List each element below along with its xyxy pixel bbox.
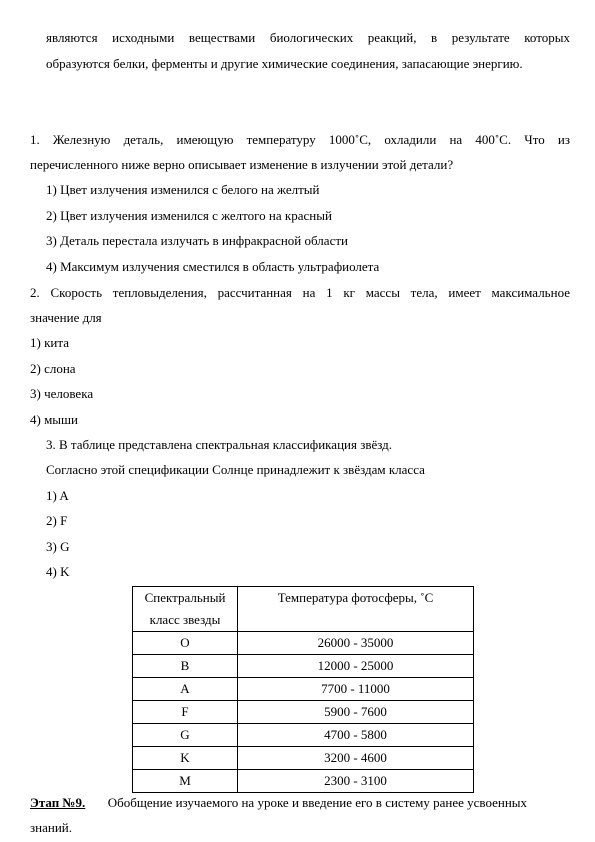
table-cell-temperature: 12000 - 25000 — [238, 655, 474, 678]
stage-heading — [30, 795, 527, 811]
table-row — [133, 678, 474, 701]
table-header-spectral-class — [133, 587, 238, 632]
intro-line-2: образуются белки, ферменты и другие химические соединения, запасающие энергию. — [46, 56, 523, 71]
question-3-text-line-2: Согласно этой спецификации Солнце принадлежит к звёздам класса — [46, 462, 425, 477]
table-cell-temperature: 2300 - 3100 — [238, 770, 474, 793]
question-3-option-4: 4) K — [46, 564, 70, 579]
table-row — [133, 724, 474, 747]
stage-label: Этап №9. — [30, 795, 86, 810]
table-header-temperature: Температура фотосферы, ˚С — [238, 587, 474, 632]
intro-line-1: являются исходными веществами биологических реакций, в результате которых — [46, 30, 570, 45]
spectral-class-table — [132, 586, 474, 793]
table-header-row — [133, 587, 474, 632]
stage-text-line-2: знаний. — [30, 820, 72, 835]
question-1-text-line-1: 1. Железную деталь, имеющую температуру 1000˚С, охладили на 400˚С. Что из — [30, 132, 570, 147]
question-2-option-1: 1) кита — [30, 335, 69, 350]
table-row — [133, 655, 474, 678]
question-2-option-2: 2) слона — [30, 361, 76, 376]
table-cell-class: O — [133, 632, 238, 655]
question-2-text-line-1: 2. Скорость тепловыделения, рассчитанная на 1 кг массы тела, имеет максимальное — [30, 285, 570, 300]
table-header-spectral-class-line-1: Спектральный — [144, 590, 226, 605]
table-cell-temperature: 3200 - 4600 — [238, 747, 474, 770]
table-header-spectral-class-line-2: класс звезды — [149, 612, 221, 627]
question-1-option-4: 4) Максимум излучения сместился в область ультрафиолета — [46, 259, 380, 274]
question-3-option-3: 3) G — [46, 539, 70, 554]
table-row — [133, 770, 474, 793]
table-cell-temperature: 4700 - 5800 — [238, 724, 474, 747]
table-cell-class: M — [133, 770, 238, 793]
table-cell-temperature: 26000 - 35000 — [238, 632, 474, 655]
question-3-option-1: 1) A — [46, 488, 69, 503]
question-3-option-2: 2) F — [46, 513, 68, 528]
question-1-option-3: 3) Деталь перестала излучать в инфракрасной области — [46, 233, 348, 248]
stage-text-line-1: Обобщение изучаемого на уроке и введение его в систему ранее усвоенных — [107, 795, 528, 810]
table-cell-temperature: 5900 - 7600 — [238, 701, 474, 724]
table-cell-class: F — [133, 701, 238, 724]
table-cell-class: K — [133, 747, 238, 770]
table-cell-class: B — [133, 655, 238, 678]
table-cell-class: G — [133, 724, 238, 747]
question-2-option-3: 3) человека — [30, 386, 94, 401]
table-row — [133, 632, 474, 655]
table-cell-class: A — [133, 678, 238, 701]
table-row — [133, 701, 474, 724]
table-row — [133, 747, 474, 770]
question-2-text-line-2: значение для — [30, 310, 102, 325]
question-1-option-2: 2) Цвет излучения изменился с желтого на красный — [46, 208, 332, 223]
question-1-text-line-2: перечисленного ниже верно описывает изменение в излучении этой детали? — [30, 157, 454, 172]
table-cell-temperature: 7700 - 11000 — [238, 678, 474, 701]
question-2-option-4: 4) мыши — [30, 412, 79, 427]
question-3-text-line-1: 3. В таблице представлена спектральная классификация звёзд. — [46, 437, 393, 452]
question-1-option-1: 1) Цвет излучения изменился с белого на желтый — [46, 182, 320, 197]
